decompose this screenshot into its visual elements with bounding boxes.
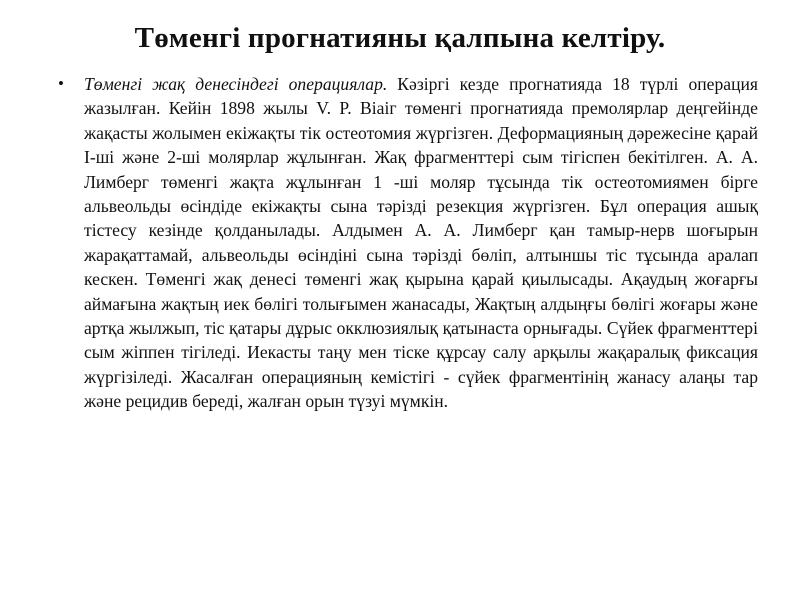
slide-title: Төменгі прогнатияны қалпына келтіру. (134, 22, 666, 54)
list-item (58, 72, 758, 414)
paragraph-body: Кәзіргі кезде прогнатияда 18 түрлі операция жазылған. Кейін 1898 жылы V. P. Biaiг төменгі прогнатияда премолярлар деңгейінде жақасты жолымен екіжақты тік остеотомия жүргізген. Деформацияның дәрежесіне қарай І-ші және 2-ші молярлар жұлынған. Жақ фрагменттері сым тігіспен бекітілген. А. А. Лимберг төменгі жақта жұлынған 1 -ші моляр тұсында тік остеотомиямен бірге альвеольды өсіндіде екіжақты сына тәрізді резекция жүргізген. Бұл операция ашық тістесу кезінде қолданылады. Алдымен А. А. Лимберг қан тамыр-нерв шоғырын жарақаттамай, альвеольды өсіндіні сына тәрізді бөліп, алтыншы тіс тұсында аралап кескен. Төменгі жақ денесі төменгі жақ қырына қарай қиылысады. Ақаудың жоғарғы аймағына жақтың иек бөлігі толығымен жанасады, Жақтың алдыңғы бөлігі жоғары және артқа жылжып, тіс қатары дұрыс окклюзиялық қатынаста орнығады. Сүйек фрагменттері сым жіппен тігіледі. Иекасты таңу мен тіске құрсау салу арқылы жақаралық фиксация жүргізіледі. Жасалған операцияның кемістігі - сүйек фрагментінің жанасу алаңы тар және рецидив береді, жалған орын түзуі мүмкін. (84, 74, 758, 412)
bullet-icon: • (58, 74, 64, 93)
content-list (58, 72, 758, 414)
paragraph-lead: Төменгі жақ денесіндегі операциялар. (84, 74, 388, 94)
